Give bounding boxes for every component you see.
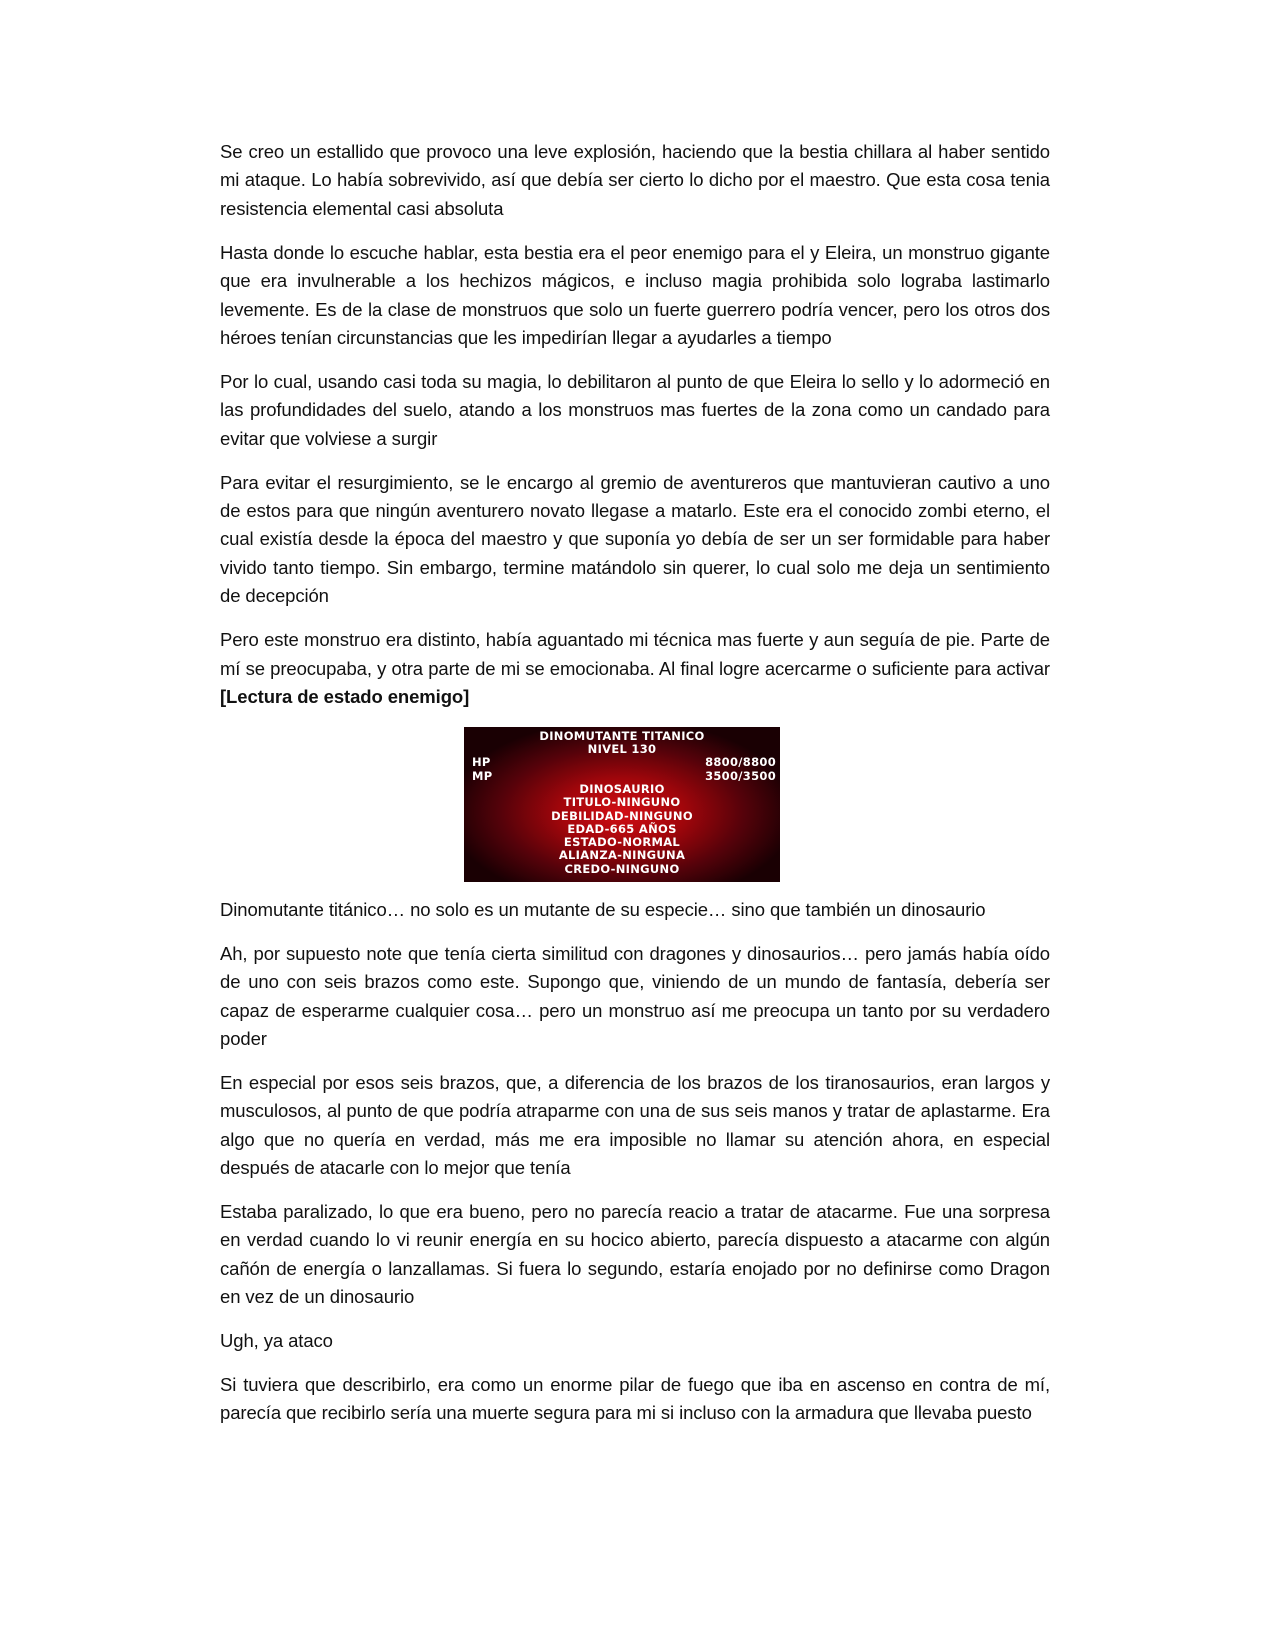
paragraph-5 — [220, 626, 1050, 711]
hp-row — [464, 756, 780, 769]
paragraph-10: Ugh, ya ataco — [220, 1330, 333, 1352]
skill-name: [Lectura de estado enemigo] — [220, 685, 470, 707]
monster-level: NIVEL 130 — [587, 742, 657, 757]
paragraph-8: En especial por esos seis brazos, que, a diferencia de los brazos de los tiranosaurios, eran largos y musculosos, al punto de que podría atraparme con una de sus seis manos y tratar de aplastarme. Era algo que no quería en verdad, más me era imposible no llamar su atención ahora, en especial después de atacarle con lo mejor que tenía — [220, 1071, 1050, 1179]
hp-value: 8800/8800 — [705, 755, 776, 770]
document-page — [220, 138, 1050, 1443]
monster-state: ESTADO-NORMAL — [563, 835, 681, 850]
paragraph-5-text: Pero este monstruo era distinto, había aguantado mi técnica mas fuerte y aun seguía de pie. Parte de mí se preocupaba, y otra parte de mi se emocionaba. Al final logre acercarme o suficiente para activar — [220, 629, 1050, 679]
monster-weakness: DEBILIDAD-NINGUNO — [551, 808, 693, 823]
paragraph-1: Se creo un estallido que provoco una leve explosión, haciendo que la bestia chillara al haber sentido mi ataque. Lo había sobrevivido, así que debía ser cierto lo dicho por el maestro. Que esta cosa tenia resistencia elemental casi absoluta — [220, 141, 1050, 219]
mp-label: MP — [472, 768, 493, 783]
monster-name: DINOMUTANTE TITANICO — [539, 728, 705, 743]
paragraph-2: Hasta donde lo escuche hablar, esta bestia era el peor enemigo para el y Eleira, un monstruo gigante que era invulnerable a los hechizos mágicos, e incluso magia prohibida solo lograba lastimarlo levemente. Es de la clase de monstruos que solo un fuerte guerrero podría vencer, pero los otros dos héroes tenían circunstancias que les impedirían llegar a ayudarles a tiempo — [220, 241, 1050, 348]
mp-row — [464, 770, 780, 783]
enemy-status-panel — [464, 727, 780, 882]
paragraph-6: Dinomutante titánico… no solo es un mutante de su especie… sino que también un dinosaurio — [220, 898, 986, 920]
monster-creed: CREDO-NINGUNO — [564, 861, 680, 876]
hp-label: HP — [472, 755, 491, 770]
paragraph-4: Para evitar el resurgimiento, se le encargo al gremio de aventureros que mantuvieran cautivo a uno de estos para que ningún aventurero novato llegase a matarlo. Este era el conocido zombi eterno, el cual existía desde la época del maestro y que suponía yo debía de ser un ser formidable para haber vivido tanto tiempo. Sin embargo, termine matándolo sin querer, lo cual solo me deja un sentimiento de decepción — [220, 471, 1050, 607]
paragraph-9: Estaba paralizado, lo que era bueno, pero no parecía reacio a tratar de atacarme. Fue una sorpresa en verdad cuando lo vi reunir energía en su hocico abierto, parecía dispuesto a atacarme con algún cañón de energía o lanzallamas. Si fuera lo segundo, estaría enojado por no definirse como Dragon en vez de un dinosaurio — [220, 1200, 1050, 1308]
monster-race: DINOSAURIO — [579, 782, 665, 796]
monster-title: TITULO-NINGUNO — [563, 795, 681, 810]
paragraph-3: Por lo cual, usando casi toda su magia, lo debilitaron al punto de que Eleira lo sello y lo adormeció en las profundidades del suelo, atando a los monstruos mas fuertes de la zona como un candado para evitar que volviese a surgir — [220, 370, 1050, 449]
status-screen-image — [464, 727, 780, 882]
monster-age: EDAD-665 AÑOS — [567, 821, 677, 836]
paragraph-7: Ah, por supuesto note que tenía cierta similitud con dragones y dinosaurios… pero jamás había oído de uno con seis brazos como este. Supongo que, viniendo de un mundo de fantasía, debería ser capaz de esperarme cualquier cosa… pero un monstruo así me preocupa un tanto por su verdadero poder — [220, 942, 1050, 1049]
mp-value: 3500/3500 — [705, 768, 776, 783]
monster-alliance: ALIANZA-NINGUNA — [558, 848, 686, 863]
paragraph-11: Si tuviera que describirlo, era como un enorme pilar de fuego que iba en ascenso en contra de mí, parecía que recibirlo sería una muerte segura para mi si incluso con la armadura que llevaba puesto — [220, 1374, 1050, 1424]
